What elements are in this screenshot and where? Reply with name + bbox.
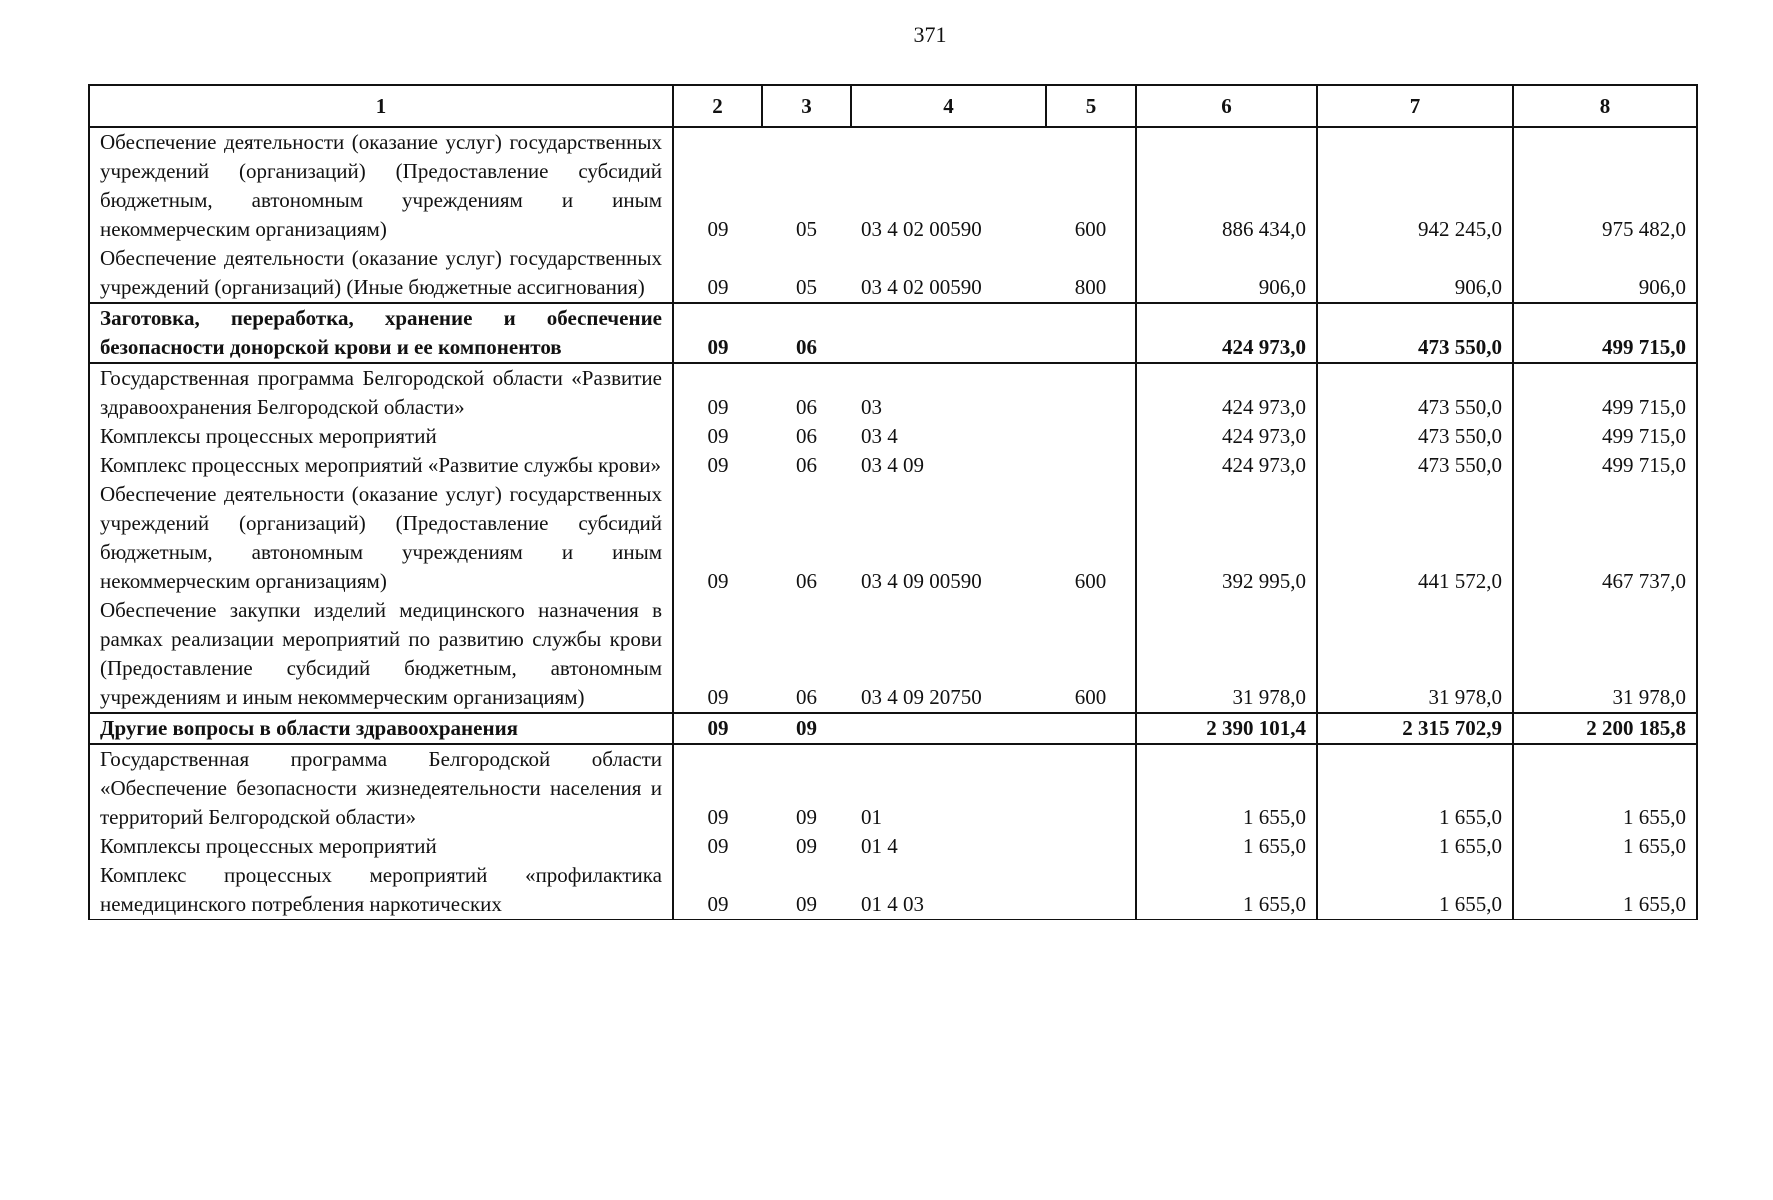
table-row <box>89 596 1697 713</box>
subsection-code: 09 <box>762 713 851 744</box>
page-number: 371 <box>913 22 947 47</box>
expense-type-code <box>1046 713 1136 744</box>
table-row <box>89 861 1697 920</box>
row-name: Обеспечение деятельности (оказание услуг) государственных учреждений (организаций) (Предоставление субсидий бюджетным, автономным учреждениям и иным некоммерческим организациям) <box>89 127 673 244</box>
row-name: Другие вопросы в области здравоохранения <box>89 713 673 744</box>
section-code: 09 <box>707 569 729 593</box>
subsection-code: 09 <box>762 861 851 920</box>
target-article-code: 03 4 02 00590 <box>861 275 982 299</box>
amount-col-8: 906,0 <box>1513 244 1697 303</box>
table-row <box>89 244 1697 303</box>
amount-col-8: 31 978,0 <box>1513 596 1697 713</box>
amount-col-6: 424 973,0 <box>1136 363 1317 422</box>
amount-col-7: 1 655,0 <box>1317 832 1513 861</box>
amount-col-6: 424 973,0 <box>1136 303 1317 363</box>
amount-col-6: 392 995,0 <box>1136 480 1317 596</box>
amount-col-7: 2 315 702,9 <box>1317 713 1513 744</box>
expense-type-code <box>1046 422 1136 451</box>
row-name: Комплекс процессных мероприятий «профилактика немедицинского потребления наркотических <box>89 861 673 920</box>
amount-col-7: 473 550,0 <box>1317 422 1513 451</box>
table-row <box>89 451 1697 480</box>
amount-col-8: 1 655,0 <box>1513 861 1697 920</box>
amount-col-8: 1 655,0 <box>1513 744 1697 832</box>
table-row <box>89 303 1697 363</box>
header-cell: 3 <box>762 85 851 127</box>
section-code: 09 <box>707 834 729 858</box>
target-article-code: 01 <box>861 805 882 829</box>
amount-col-6: 1 655,0 <box>1136 832 1317 861</box>
subsection-code: 06 <box>796 395 817 419</box>
subsection-code: 06 <box>796 569 817 593</box>
amount-col-7: 473 550,0 <box>1317 451 1513 480</box>
row-name: Государственная программа Белгородской области «Обеспечение безопасности жизнедеятельности населения и территорий Белгородской области» <box>89 744 673 832</box>
amount-col-7: 942 245,0 <box>1317 127 1513 244</box>
expense-type-code <box>1046 303 1136 363</box>
row-name: Государственная программа Белгородской области «Развитие здравоохранения Белгородской области» <box>89 363 673 422</box>
section-code: 09 <box>707 805 729 829</box>
amount-col-8: 467 737,0 <box>1513 480 1697 596</box>
amount-col-8: 975 482,0 <box>1513 127 1697 244</box>
row-name: Обеспечение закупки изделий медицинского назначения в рамках реализации мероприятий по развитию службы крови (Предоставление субсидий бюджетным, автономным учреждениям и иным некоммерческим организациям) <box>89 596 673 713</box>
table-body <box>89 127 1697 920</box>
section-code: 09 <box>673 713 762 744</box>
subsection-code: 06 <box>796 453 817 477</box>
amount-col-8: 499 715,0 <box>1513 363 1697 422</box>
target-article-code: 03 <box>861 395 882 419</box>
header-cell: 4 <box>851 85 1046 127</box>
amount-col-6: 1 655,0 <box>1136 861 1317 920</box>
expense-type-code <box>1046 861 1136 920</box>
header-cell: 8 <box>1513 85 1697 127</box>
section-code: 09 <box>707 395 729 419</box>
amount-col-8: 499 715,0 <box>1513 451 1697 480</box>
amount-col-8: 1 655,0 <box>1513 832 1697 861</box>
row-name: Комплексы процессных мероприятий <box>89 422 673 451</box>
amount-col-8: 499 715,0 <box>1513 422 1697 451</box>
budget-table <box>88 84 1698 920</box>
row-name: Комплекс процессных мероприятий «Развитие службы крови» <box>89 451 673 480</box>
target-article-code: 03 4 02 00590 <box>861 217 982 241</box>
subsection-code: 09 <box>796 805 817 829</box>
target-article-code: 03 4 09 <box>861 453 924 477</box>
table-row <box>89 363 1697 422</box>
amount-col-7: 906,0 <box>1317 244 1513 303</box>
amount-col-6: 2 390 101,4 <box>1136 713 1317 744</box>
amount-col-6: 424 973,0 <box>1136 422 1317 451</box>
amount-col-6: 1 655,0 <box>1136 744 1317 832</box>
amount-col-7: 1 655,0 <box>1317 861 1513 920</box>
amount-col-7: 473 550,0 <box>1317 303 1513 363</box>
expense-type-code: 600 <box>1046 127 1136 244</box>
subsection-code: 05 <box>796 217 817 241</box>
amount-col-6: 31 978,0 <box>1136 596 1317 713</box>
subsection-code: 05 <box>796 275 817 299</box>
expense-type-code <box>1046 832 1136 861</box>
header-cell: 6 <box>1136 85 1317 127</box>
expense-type-code <box>1046 744 1136 832</box>
header-row <box>89 85 1697 127</box>
section-code: 09 <box>707 424 729 448</box>
target-article-code <box>851 303 1046 363</box>
section-code: 09 <box>707 685 729 709</box>
subsection-code: 06 <box>796 685 817 709</box>
expense-type-code: 800 <box>1046 244 1136 303</box>
table-row <box>89 713 1697 744</box>
expense-type-code: 600 <box>1046 480 1136 596</box>
section-code: 09 <box>673 861 762 920</box>
target-article-code: 03 4 09 20750 <box>861 685 982 709</box>
amount-col-7: 31 978,0 <box>1317 596 1513 713</box>
row-name: Комплексы процессных мероприятий <box>89 832 673 861</box>
target-article-code: 03 4 09 00590 <box>861 569 982 593</box>
row-name: Обеспечение деятельности (оказание услуг) государственных учреждений (организаций) (Иные бюджетные ассигнования) <box>89 244 673 303</box>
target-article-code: 03 4 <box>861 424 898 448</box>
row-name: Обеспечение деятельности (оказание услуг) государственных учреждений (организаций) (Предоставление субсидий бюджетным, автономным учреждениям и иным некоммерческим организациям) <box>89 480 673 596</box>
header-cell: 1 <box>89 85 673 127</box>
table-row <box>89 744 1697 832</box>
target-article-code: 01 4 03 <box>851 861 1046 920</box>
amount-col-6: 906,0 <box>1136 244 1317 303</box>
target-article-code: 01 4 <box>861 834 898 858</box>
table-row <box>89 422 1697 451</box>
expense-type-code <box>1046 451 1136 480</box>
amount-col-8: 2 200 185,8 <box>1513 713 1697 744</box>
expense-type-code: 600 <box>1046 596 1136 713</box>
amount-col-7: 473 550,0 <box>1317 363 1513 422</box>
subsection-code: 06 <box>762 303 851 363</box>
section-code: 09 <box>673 303 762 363</box>
table-row <box>89 480 1697 596</box>
header-cell: 2 <box>673 85 762 127</box>
amount-col-6: 886 434,0 <box>1136 127 1317 244</box>
amount-col-6: 424 973,0 <box>1136 451 1317 480</box>
section-code: 09 <box>707 217 729 241</box>
expense-type-code <box>1046 363 1136 422</box>
header-cell: 7 <box>1317 85 1513 127</box>
amount-col-8: 499 715,0 <box>1513 303 1697 363</box>
target-article-code <box>851 713 1046 744</box>
subsection-code: 09 <box>796 834 817 858</box>
amount-col-7: 1 655,0 <box>1317 744 1513 832</box>
table-row <box>89 127 1697 244</box>
amount-col-7: 441 572,0 <box>1317 480 1513 596</box>
header-cell: 5 <box>1046 85 1136 127</box>
subsection-code: 06 <box>796 424 817 448</box>
row-name: Заготовка, переработка, хранение и обеспечение безопасности донорской крови и ее компонентов <box>89 303 673 363</box>
table-row <box>89 832 1697 861</box>
section-code: 09 <box>707 453 729 477</box>
section-code: 09 <box>707 275 729 299</box>
